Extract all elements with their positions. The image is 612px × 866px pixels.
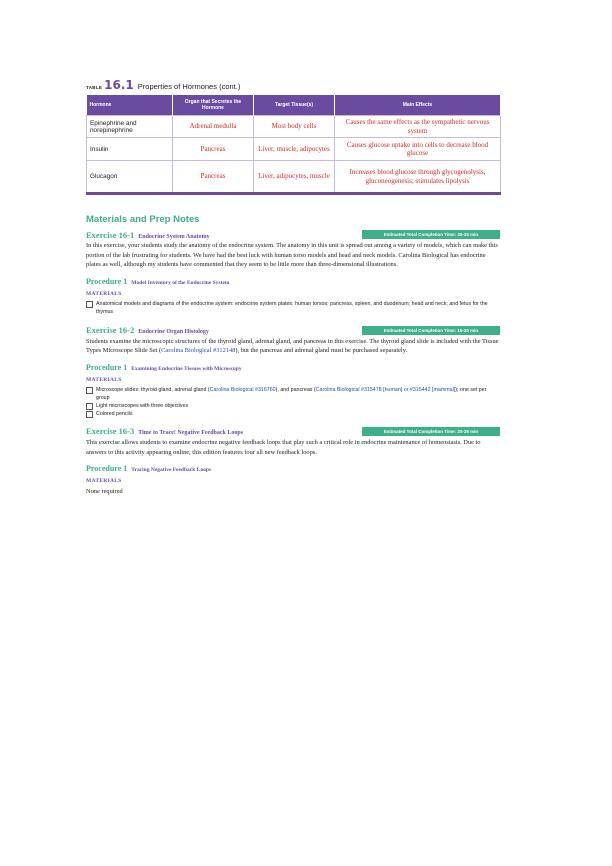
materials-heading: MATERIALS [86,290,122,297]
header-target: Target Tissue(s) [254,95,335,116]
exercise-16-3-body: This exercise allows students to examine endocrine negative feedback loops that play such a critical role in endocrine maintenance of homeostasis. Due to answers to this activity appearing online, this edition features four all new feedback loops. [86,438,481,456]
materials-heading: MATERIALS [86,376,122,383]
checkbox-icon[interactable] [86,403,93,410]
exercise-16-2-header [86,325,500,336]
cell-target: Most body cells [254,116,335,138]
exercise-16-1-body: In this exercise, your students study the anatomy of the endocrine system. The anatomy in this unit is spread out among a variety of models, which can make this portion of the lab frustrating for students. We have had the best luck with human torso models and head and neck models. Carolina Biological has endocrine plates as well, although my students have commented that they seem to be little more than three-dimensional illustrations. [86,242,498,269]
exercise-16-1-header [86,229,500,240]
procedure-title: Tracing Negative Feedback Loops [131,467,212,474]
exercise-number: Exercise 16-1 [86,229,135,240]
cell-organ: Pancreas [173,161,254,194]
header-organ: Organ that Secretes the Hormone [173,95,254,116]
cell-effect: Causes glucose uptake into cells to decrease blood glucose [335,138,501,161]
cell-organ: Pancreas [173,138,254,161]
header-effects: Main Effects [335,95,501,116]
exercise-16-3-header [86,426,500,437]
materials-heading: MATERIALS [86,478,122,485]
cell-hormone: Epinephrine and norepinephrine [87,116,173,138]
materials-none: None required [86,488,123,496]
table-header-row [87,95,501,116]
procedure-title: Model Inventory of the Endocrine System [131,279,230,286]
table-caption [86,78,500,92]
table-row [87,116,501,138]
exercise-number: Exercise 16-2 [86,325,135,336]
materials-item [86,402,500,410]
catalog-link[interactable]: Carolina Biological #315478 [human] or #315442 [mammal] [315,386,456,393]
checkbox-icon[interactable] [86,387,93,394]
item-text: ); one set per group [96,386,487,401]
catalog-link[interactable]: Carolina Biological #312148 [161,347,236,355]
section-title: Materials and Prep Notes [86,214,200,225]
table-title: Properties of Hormones (cont.) [137,82,241,91]
checkbox-icon[interactable] [86,301,93,308]
materials-item [86,410,500,418]
materials-item [86,300,500,316]
cell-target: Liver, muscle, adipocytes [254,138,335,161]
cell-organ: Adrenal medulla [173,116,254,138]
procedure-number: Procedure 1 [86,362,128,372]
cell-target: Liver, adipocytes, muscle [254,161,335,194]
item-text: ), and pancreas ( [275,386,316,393]
completion-time-badge: Estimated Total Completion Time: 20-25 min [362,427,500,436]
materials-item-text: Light microscopes with three objectives [96,402,189,409]
procedure-header [86,464,500,473]
exercise-title: Endocrine System Anatomy [138,233,210,240]
procedure-header [86,277,500,286]
page-content [86,78,500,497]
table-row [87,161,501,194]
materials-item [86,386,500,402]
item-text: Microscope slides: thyroid gland, adrenal gland ( [96,386,210,393]
procedure-header [86,363,500,372]
table-number: 16.1 [104,78,134,92]
body-text: Students examine the microscopic structures of the thyroid gland, adrenal gland, and pancreas in this exercise. The thyroid gland slide is included with the Tissue Types Microscope Slide Set ( [86,337,499,355]
procedure-title: Examining Endocrine Tissues with Microscopy [131,365,242,372]
materials-item-text [96,386,500,402]
cell-effect: Causes the same effects as the sympathetic nervous system [335,116,501,138]
materials-item-text: Anatomical models and diagrams of the endocrine system: endocrine system plates; human torsos; pancreas, spleen, and duodenum; head and neck; and fetus for the thymus [96,300,488,315]
completion-time-badge: Estimated Total Completion Time: 20-25 min [362,230,500,239]
exercise-number: Exercise 16-3 [86,426,135,437]
materials-item-text: Colored pencils [96,410,133,417]
procedure-number: Procedure 1 [86,276,128,286]
checkbox-icon[interactable] [86,411,93,418]
hormone-table [86,95,501,195]
table-label: TABLE [86,85,103,90]
table-row [87,138,501,161]
exercise-title: Time to Trace! Negative Feedback Loops [138,430,244,437]
header-hormone: Hormone [87,95,173,116]
cell-hormone: Insulin [87,138,173,161]
cell-hormone: Glucagon [87,161,173,194]
body-text: ), but the pancreas and adrenal gland must be purchased separately. [235,347,408,355]
procedure-number: Procedure 1 [86,464,128,474]
catalog-link[interactable]: Carolina Biological #316760 [209,386,276,393]
cell-effect: Increases blood glucose through glycogenolysis, gluconeogenesis; stimulates lipolysis [335,161,501,194]
completion-time-badge: Estimated Total Completion Time: 15-20 min [362,326,500,335]
exercise-16-2-body [86,337,500,356]
exercise-title: Endocrine Organ Histology [138,329,209,336]
